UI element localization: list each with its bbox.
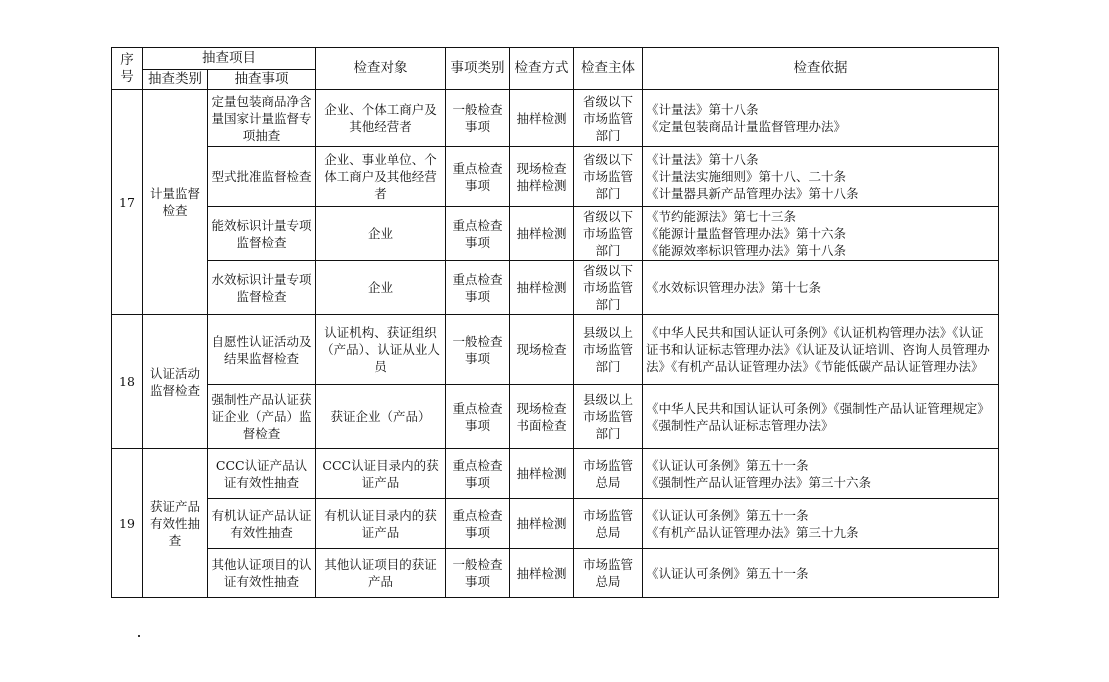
- basis-cell: 《认证认可条例》第五十一条 《强制性产品认证管理办法》第三十六条: [643, 449, 999, 499]
- type-cell: 一般检查事项: [446, 90, 510, 147]
- type-cell: 重点检查事项: [446, 261, 510, 315]
- table-wrapper: [111, 47, 999, 598]
- subject-cell: 省级以下市场监管部门: [574, 207, 643, 261]
- method-cell: 抽样检测: [510, 207, 574, 261]
- matter-cell: 自愿性认证活动及结果监督检查: [208, 315, 316, 385]
- header-subject: 检查主体: [574, 48, 643, 90]
- subject-cell: 市场监管总局: [574, 449, 643, 499]
- category-cell: 计量监督 检查: [143, 90, 208, 315]
- table-row: [112, 147, 999, 207]
- matter-cell: 型式批准监督检查: [208, 147, 316, 207]
- table-row: [112, 315, 999, 385]
- type-cell: 一般检查事项: [446, 549, 510, 598]
- subject-cell: 县级以上市场监管部门: [574, 385, 643, 449]
- object-cell: 获证企业（产品）: [316, 385, 446, 449]
- seq-cell: 18: [112, 315, 143, 449]
- method-cell: 抽样检测: [510, 90, 574, 147]
- object-cell: 其他认证项目的获证产品: [316, 549, 446, 598]
- matter-cell: 其他认证项目的认证有效性抽查: [208, 549, 316, 598]
- subject-cell: 县级以上市场监管部门: [574, 315, 643, 385]
- object-cell: 企业: [316, 261, 446, 315]
- type-cell: 重点检查事项: [446, 207, 510, 261]
- basis-cell: 《中华人民共和国认证认可条例》《认证机构管理办法》《认证证书和认证标志管理办法》《认证及认证培训、咨询人员管理办法》《有机产品认证管理办法》《节能低碳产品认证管理办法》: [643, 315, 999, 385]
- basis-cell: 《认证认可条例》第五十一条 《有机产品认证管理办法》第三十九条: [643, 499, 999, 549]
- subject-cell: 市场监管总局: [574, 549, 643, 598]
- object-cell: 企业、个体工商户及其他经营者: [316, 90, 446, 147]
- subject-cell: 省级以下市场监管部门: [574, 90, 643, 147]
- matter-cell: 有机认证产品认证有效性抽查: [208, 499, 316, 549]
- matter-cell: 强制性产品认证获证企业（产品）监督检查: [208, 385, 316, 449]
- type-cell: 一般检查事项: [446, 315, 510, 385]
- table-row: [112, 261, 999, 315]
- object-cell: 企业、事业单位、个体工商户及其他经营者: [316, 147, 446, 207]
- category-cell: 获证产品 有效性抽 查: [143, 449, 208, 598]
- method-cell: 抽样检测: [510, 549, 574, 598]
- header-method: 检查方式: [510, 48, 574, 90]
- type-cell: 重点检查事项: [446, 499, 510, 549]
- type-cell: 重点检查事项: [446, 385, 510, 449]
- object-cell: 有机认证目录内的获证产品: [316, 499, 446, 549]
- method-cell: 抽样检测: [510, 449, 574, 499]
- header-matter: 抽查事项: [208, 70, 316, 90]
- table-row: [112, 385, 999, 449]
- subject-cell: 省级以下市场监管部门: [574, 147, 643, 207]
- table-row: [112, 90, 999, 147]
- method-cell: 抽样检测: [510, 261, 574, 315]
- table-row: [112, 499, 999, 549]
- basis-cell: 《节约能源法》第七十三条 《能源计量监督管理办法》第十六条 《能源效率标识管理办法》第十八条: [643, 207, 999, 261]
- table-row: [112, 207, 999, 261]
- method-cell: 抽样检测: [510, 499, 574, 549]
- object-cell: 企业: [316, 207, 446, 261]
- inspection-table: [111, 47, 999, 598]
- method-cell: 现场检查: [510, 315, 574, 385]
- header-category: 抽查类别: [143, 70, 208, 90]
- header-seq: 序号: [112, 48, 143, 90]
- header-item-group: 抽查项目: [143, 48, 316, 70]
- stray-mark: [138, 635, 140, 637]
- basis-cell: 《计量法》第十八条 《计量法实施细则》第十八、二十条 《计量器具新产品管理办法》第十八条: [643, 147, 999, 207]
- type-cell: 重点检查事项: [446, 147, 510, 207]
- object-cell: CCC认证目录内的获证产品: [316, 449, 446, 499]
- subject-cell: 市场监管总局: [574, 499, 643, 549]
- method-cell: 现场检查 书面检查: [510, 385, 574, 449]
- subject-cell: 省级以下市场监管部门: [574, 261, 643, 315]
- basis-cell: 《认证认可条例》第五十一条: [643, 549, 999, 598]
- seq-cell: 17: [112, 90, 143, 315]
- basis-cell: 《计量法》第十八条 《定量包装商品计量监督管理办法》: [643, 90, 999, 147]
- object-cell: 认证机构、获证组织（产品）、认证从业人员: [316, 315, 446, 385]
- basis-cell: 《水效标识管理办法》第十七条: [643, 261, 999, 315]
- seq-cell: 19: [112, 449, 143, 598]
- table-row: [112, 449, 999, 499]
- table-row: [112, 549, 999, 598]
- matter-cell: 水效标识计量专项监督检查: [208, 261, 316, 315]
- matter-cell: CCC认证产品认证有效性抽查: [208, 449, 316, 499]
- method-cell: 现场检查 抽样检测: [510, 147, 574, 207]
- basis-cell: 《中华人民共和国认证认可条例》《强制性产品认证管理规定》《强制性产品认证标志管理办法》: [643, 385, 999, 449]
- category-cell: 认证活动 监督检查: [143, 315, 208, 449]
- matter-cell: 定量包装商品净含量国家计量监督专项抽查: [208, 90, 316, 147]
- header-basis: 检查依据: [643, 48, 999, 90]
- type-cell: 重点检查事项: [446, 449, 510, 499]
- header-object: 检查对象: [316, 48, 446, 90]
- header-type: 事项类别: [446, 48, 510, 90]
- matter-cell: 能效标识计量专项监督检查: [208, 207, 316, 261]
